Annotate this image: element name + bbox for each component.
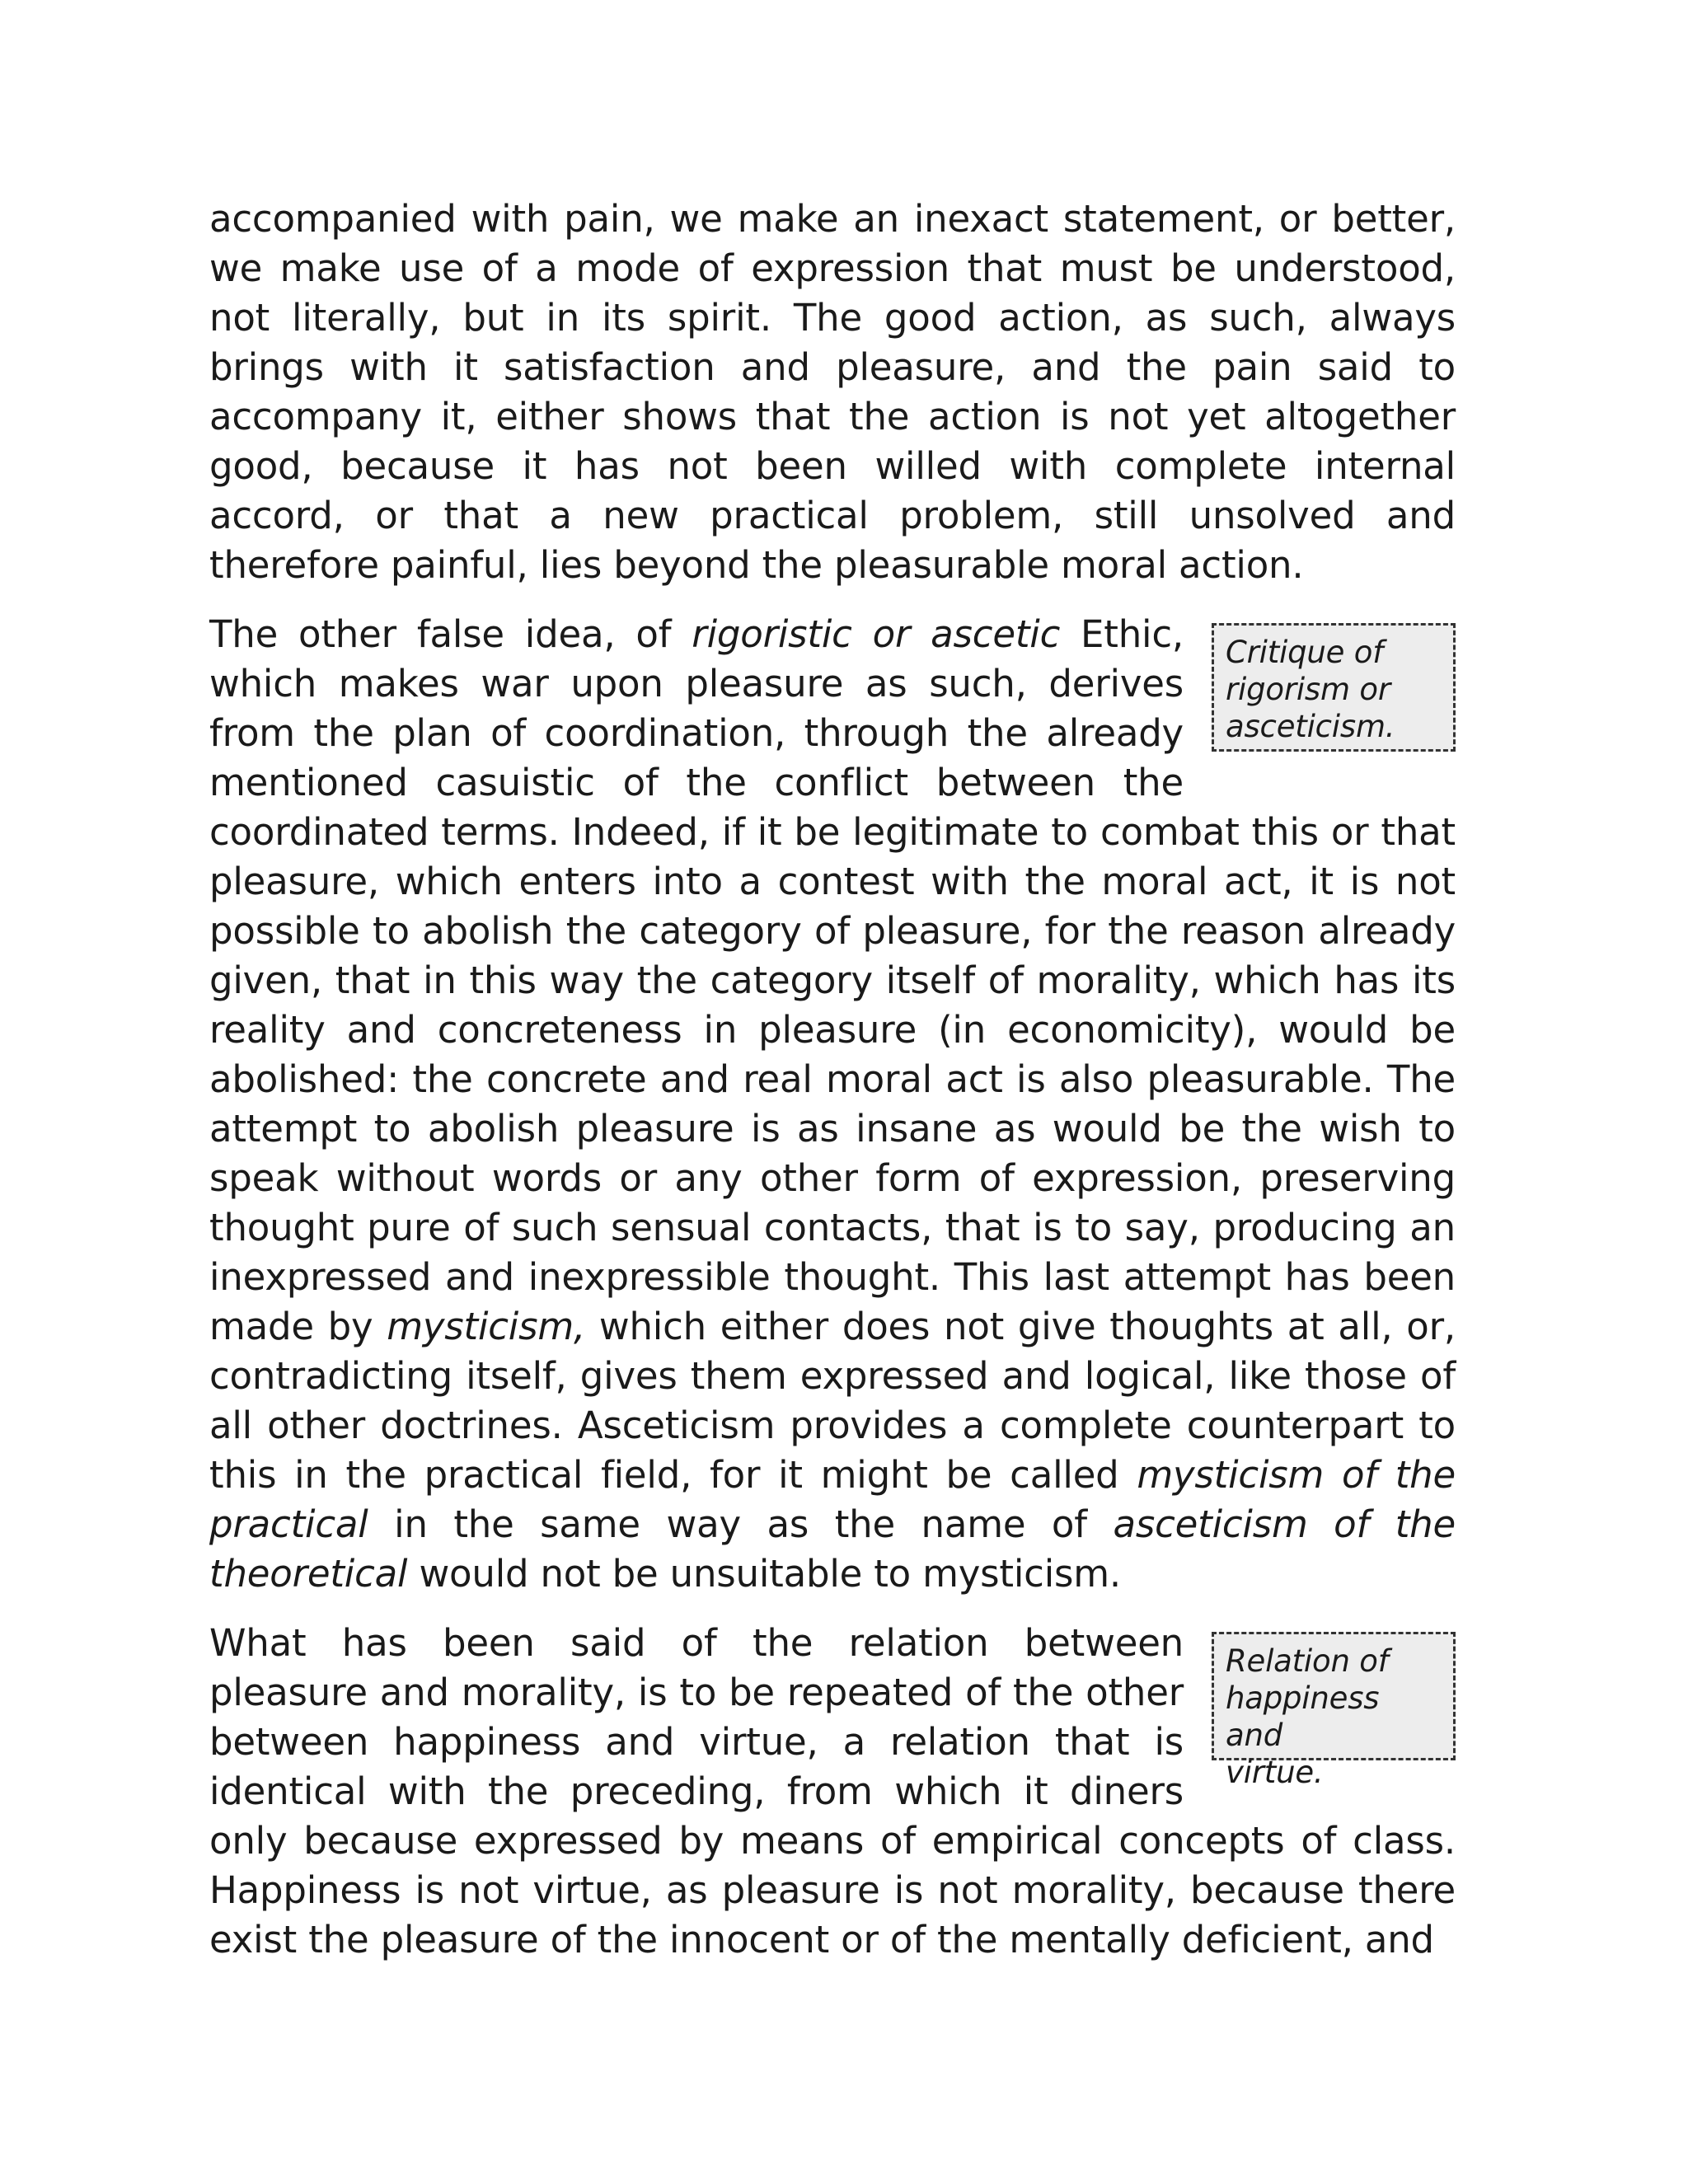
text-run: would not be unsuitable to mysticism. [407,1552,1121,1596]
margin-note-line: happiness and [1226,1680,1380,1753]
margin-note-line: Relation of [1226,1643,1389,1679]
text-run: The other false idea, of [209,612,692,656]
emphasis-run: mysticism of the practical [209,1453,1456,1546]
paragraph-2 [209,610,1456,1599]
text-run: What has been said of the relation between pleasure and morality, is to be repeated of the other between happiness and virtue, a relation that is identical with the preceding, from which it diners only because expressed by means of empirical concepts of class. Happiness is not virtue, as pleasure is not morality, because there exist the pleasure of the innocent or of the mentally deficient, and [209,1621,1456,1961]
margin-note-line: asceticism. [1226,709,1395,744]
paragraph-3 [209,1619,1456,1965]
emphasis-run: rigoristic or ascetic [692,612,1061,656]
text-run: Ethic, which makes war upon pleasure as such, derives from the plan of coordination, through the already mentioned casuistic of the conflict between the coordinated terms. Indeed, if it be legitimate to combat this or that pleasure, which enters into a contest with the moral act, it is not possible to abolish the category of pleasure, for the reason already given, that in this way the category itself of morality, which has its reality and concreteness in pleasure (in economicity), would be abolished: the concrete and real moral act is also pleasurable. The attempt to abolish pleasure is as insane as would be the wish to speak without words or any other form of expression, preserving thought pure of such sensual contacts, that is to say, producing an inexpressed and inexpressible thought. This last attempt has been made by [209,612,1456,1348]
margin-note-happiness [1212,1632,1456,1790]
emphasis-run: mysticism, [387,1305,586,1348]
margin-note-line: rigorism or [1226,672,1390,707]
document-page [209,194,1456,1985]
paragraph-1: accompanied with pain, we make an inexact statement, or better, we make use of a mode of expression that must be understood, not literally, but in its spirit. The good action, as such, always brings with it satisfaction and pleasure, and the pain said to accompany it, either shows that the action is not yet altogether good, because it has not been willed with complete internal accord, or that a new practical problem, still unsolved and therefore painful, lies beyond the pleasurable moral action. [209,197,1456,587]
margin-note-line: virtue. [1226,1755,1324,1790]
text-run: in the same way as the name of [368,1502,1114,1546]
margin-note-rigorism [1212,623,1456,752]
text-run: which either does not give thoughts at all, or, contradicting itself, gives them expressed and logical, like those of all other doctrines. Asceticism provides a complete counterpart to this in the practical field, for it might be called [209,1305,1456,1497]
margin-note-line: Critique of [1226,635,1384,670]
emphasis-run: asceticism of the theoretical [209,1502,1456,1596]
